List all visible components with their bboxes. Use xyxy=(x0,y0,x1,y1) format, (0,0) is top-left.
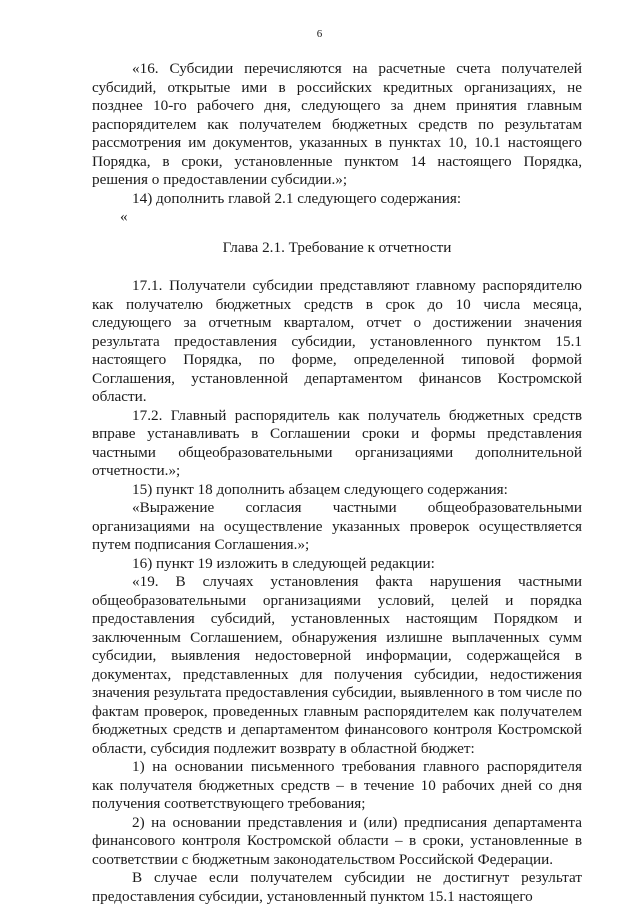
paragraph-17-1: 17.1. Получатели субсидии представляют главному распорядителю как получателю бюджетных средств в срок до 10 числа месяца, следующего за отчетным кварталом, отчет о достижении значения результата предоставления субсидии, установленного пунктом 15.1 настоящего Порядка, по форме, определенной типовой формой Соглашения, установленной департаментом финансов Костромской области. xyxy=(92,277,582,405)
paragraph-sub-1: 1) на основании письменного требования главного распорядителя как получателя бюджетных средств – в течение 10 рабочих дней со дня получения соответствующего требования; xyxy=(92,758,582,812)
paragraph-consent: «Выражение согласия частными общеобразовательными организациями на осуществление указанных проверок осуществляется путем подписания Соглашения.»; xyxy=(92,499,582,553)
document-body xyxy=(92,60,582,906)
opening-quote: « xyxy=(120,208,128,225)
paragraph-17-2: 17.2. Главный распорядитель как получатель бюджетных средств вправе устанавливать в Соглашении сроки и формы представления частными общеобразовательными организациями дополнительной отчетности.»; xyxy=(92,406,582,479)
paragraph-item-14: 14) дополнить главой 2.1 следующего содержания: xyxy=(132,189,462,207)
paragraph-result: В случае если получателем субсидии не достигнут результат предоставления субсидии, установленный пунктом 15.1 настоящего xyxy=(92,869,582,905)
paragraph-item-15: 15) пункт 18 дополнить абзацем следующего содержания: xyxy=(132,480,508,498)
paragraph-16: «16. Субсидии перечисляются на расчетные счета получателей субсидий, открытые ими в российских кредитных организациях, не позднее 10-го рабочего дня, следующего за днем принятия главным распорядителем как получателем бюджетных средств по результатам рассмотрения им документов, указанных в пунктах 10, 10.1 настоящего Порядка, в сроки, установленные пунктом 14 настоящего Порядка, решения о предоставлении субсидии.»; xyxy=(92,60,582,188)
paragraph-sub-2: 2) на основании представления и (или) предписания департамента финансового контроля Костромской области – в сроки, установленные в соответствии с бюджетным законодательством Российской Федерации. xyxy=(92,813,582,868)
paragraph-19: «19. В случаях установления факта нарушения частными общеобразовательными организациями условий, целей и порядка предоставления субсидий, установленных настоящим Порядком и заключенным Соглашением, обнаружения излишне выплаченных сумм субсидии, выявления недостоверной информации, содержащейся в документах, представленных для получения субсидии, недостижения значения результата предоставления субсидии, выявленного в том числе по фактам проверок, проведенных главным распорядителем как получателем бюджетных средств и департаментом финансового контроля Костромской области, субсидия подлежит возврату в областной бюджет: xyxy=(92,573,582,757)
paragraph-item-16: 16) пункт 19 изложить в следующей редакции: xyxy=(132,554,435,572)
chapter-heading: Глава 2.1. Требование к отчетности xyxy=(222,238,452,256)
page-number: 6 xyxy=(316,28,323,40)
